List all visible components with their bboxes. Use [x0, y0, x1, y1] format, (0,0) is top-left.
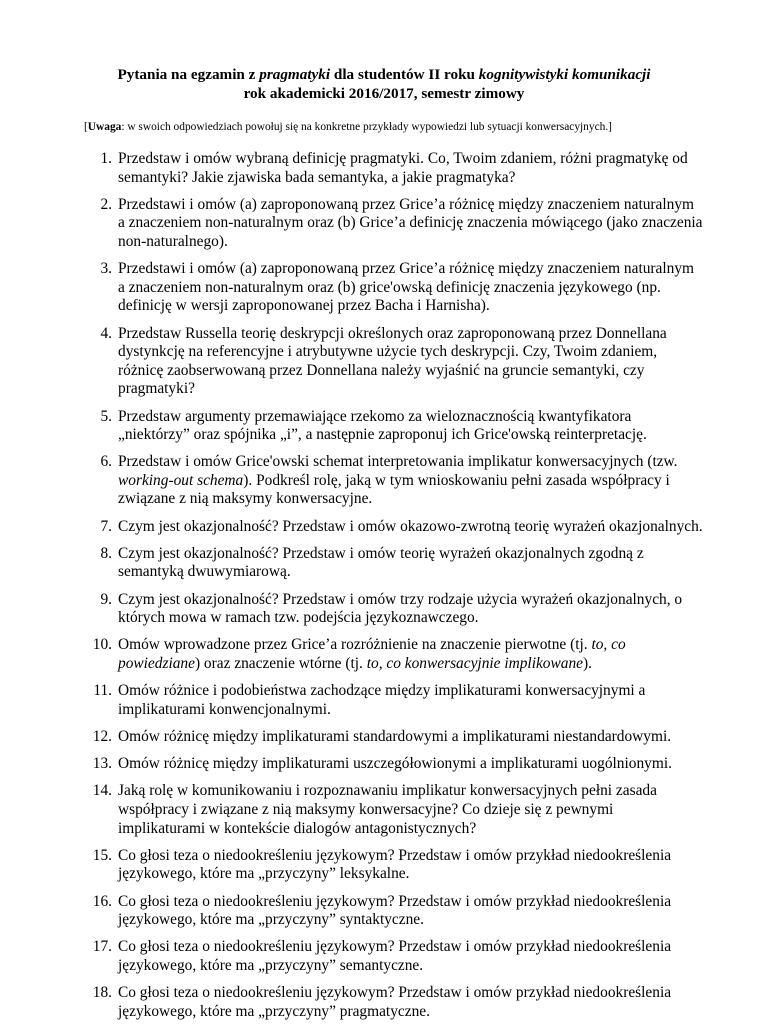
question-number: 12.: [92, 727, 112, 745]
question-item: [84, 325, 704, 399]
question-item: [84, 150, 704, 187]
question-item: [84, 260, 704, 316]
note-text: : w swoich odpowiedziach powołuj się na konkretne przykłady wypowiedzi lub sytuacji konwersacyjnych.]: [121, 121, 612, 133]
question-text: Przedstawi i omów (a) zaproponowaną przez Grice’a różnicę między znaczeniem naturalnym a znaczeniem non-naturalnym oraz (b) grice'owską definicję znaczenia językowego (np. definicję w wersji zaproponowanej przez Bacha i Harnisha).: [118, 260, 695, 315]
question-item: [84, 682, 704, 719]
question-number: 16.: [92, 892, 112, 910]
question-number: 9.: [100, 590, 112, 608]
note-label: Uwaga: [87, 121, 122, 133]
question-item: [84, 518, 704, 537]
question-item: [84, 984, 704, 1021]
question-number: 8.: [100, 544, 112, 562]
question-item: [84, 636, 704, 673]
question-text: Przedstaw Russella teorię deskrypcji określonych oraz zaproponowaną przez Donnellana dystynkcję na referencyjne i atrybutywne użycie tych deskrypcji. Czy, Twoim zdaniem, różnicę zaobserwowaną przez Donnellana należy wyjaśnić na gruncie semantyki, czy pragmatyki?: [118, 324, 667, 398]
question-text: Omów różnicę między implikaturami standardowymi a implikaturami niestandardowymi.: [118, 727, 672, 745]
question-text: Przedstaw i omów Grice'owski schemat interpretowania implikatur konwersacyjnych (tzw.: [118, 453, 678, 471]
question-number: 15.: [92, 846, 112, 864]
title-text: dla studentów II roku: [330, 66, 479, 83]
question-item: [84, 893, 704, 930]
title-line-1: [0, 65, 768, 84]
question-text: Czym jest okazjonalność? Przedstaw i omów okazowo-zwrotną teorię wyrażeń okazjonalnych.: [118, 517, 703, 535]
question-text: Jaką rolę w komunikowaniu i rozpoznawaniu implikatur konwersacyjnych pełni zasada współpracy i związane z nią maksymy konwersacyjne? Co dzieje się z pewnymi implikaturami w kontekście dialogów antagonistycznych?: [118, 782, 657, 837]
question-number: 17.: [92, 938, 112, 956]
question-item: [84, 591, 704, 628]
question-number: 14.: [92, 782, 112, 800]
question-number: 1.: [100, 150, 112, 167]
title-line-2: rok akademicki 2016/2017, semestr zimowy: [243, 85, 525, 102]
question-text: Czym jest okazjonalność? Przedstaw i omów trzy rodzaje użycia wyrażeń okazjonalnych, o których mowa w ramach tzw. podejścia językoznawczego.: [118, 590, 683, 627]
question-item: [84, 847, 704, 884]
question-text: Przedstawi i omów (a) zaproponowaną przez Grice’a różnicę między znaczeniem naturalnym a znaczeniem non-naturalnym oraz (b) Grice’a definicję znaczenia mówiącego (jako znaczenia non-naturalnego).: [118, 195, 703, 250]
question-number: 3.: [100, 260, 112, 278]
question-item: [84, 728, 704, 747]
question-emphasis: working-out schema: [118, 471, 244, 489]
question-item: [84, 408, 704, 445]
title-emphasis-subject: pragmatyki: [259, 66, 331, 83]
question-number: 4.: [100, 324, 112, 342]
question-item: [84, 755, 704, 774]
question-number: 2.: [100, 195, 112, 213]
question-list: [84, 150, 704, 1030]
question-number: 13.: [92, 755, 112, 773]
question-text: Przedstaw i omów wybraną definicję pragmatyki. Co, Twoim zdaniem, różni pragmatykę od semantyki? Jakie zjawiska bada semantyka, a jakie pragmatyka?: [118, 150, 688, 186]
question-item: [84, 782, 704, 838]
question-number: 11.: [93, 682, 112, 700]
question-number: 5.: [100, 407, 112, 425]
question-number: 6.: [100, 453, 112, 471]
question-text: Przedstaw argumenty przemawiające rzekomo za wieloznacznością kwantyfikatora „niektórzy” oraz spójnika „i”, a następnie zaproponuj ich Grice'owską reinterpretację.: [118, 407, 647, 444]
question-number: 7.: [100, 517, 112, 535]
question-emphasis: to, co powiedziane: [118, 636, 626, 672]
question-item: [84, 196, 704, 252]
question-text: Omów różnice i podobieństwa zachodzące między implikaturami konwersacyjnymi a implikaturami konwencjonalnymi.: [118, 682, 646, 718]
question-item: [84, 453, 704, 509]
question-text: ). Podkreśl rolę, jaką w tym wnioskowaniu pełni zasada współpracy i związane z nią maksymy konwersacyjne.: [118, 471, 670, 508]
question-text: Co głosi teza o niedookreśleniu językowym? Przedstaw i omów przykład niedookreślenia językowego, które ma „przyczyny” syntaktyczne.: [118, 892, 672, 929]
note: [84, 120, 704, 134]
question-text: ).: [583, 655, 592, 672]
question-text: Co głosi teza o niedookreśleniu językowym? Przedstaw i omów przykład niedookreślenia językowego, które ma „przyczyny” leksykalne.: [118, 846, 672, 883]
question-text: Omów wprowadzone przez Grice’a rozróżnienie na znaczenie pierwotne (tj.: [118, 636, 592, 654]
question-item: [84, 545, 704, 582]
title-emphasis-program: kognitywistyki komunikacji: [478, 66, 651, 83]
title-text: Pytania na egzamin z: [117, 66, 260, 83]
question-number: 10.: [92, 636, 112, 654]
question-text: Omów różnicę między implikaturami uszczegółowionymi a implikaturami uogólnionymi.: [118, 755, 672, 773]
question-text: ) oraz znaczenie wtórne (tj.: [194, 655, 367, 672]
document-title: [0, 65, 768, 103]
question-number: 18.: [92, 984, 112, 1002]
question-text: Co głosi teza o niedookreśleniu językowym? Przedstaw i omów przykład niedookreślenia językowego, które ma „przyczyny” semantyczne.: [118, 938, 672, 974]
question-emphasis: to, co konwersacyjnie implikowane: [366, 655, 583, 672]
question-item: [84, 938, 704, 975]
question-text: Co głosi teza o niedookreśleniu językowym? Przedstaw i omów przykład niedookreślenia językowego, które ma „przyczyny” pragmatyczne.: [118, 984, 672, 1020]
question-text: Czym jest okazjonalność? Przedstaw i omów teorię wyrażeń okazjonalnych zgodną z semantyką dwuwymiarową.: [118, 544, 644, 581]
note-bracket: [: [84, 121, 88, 133]
